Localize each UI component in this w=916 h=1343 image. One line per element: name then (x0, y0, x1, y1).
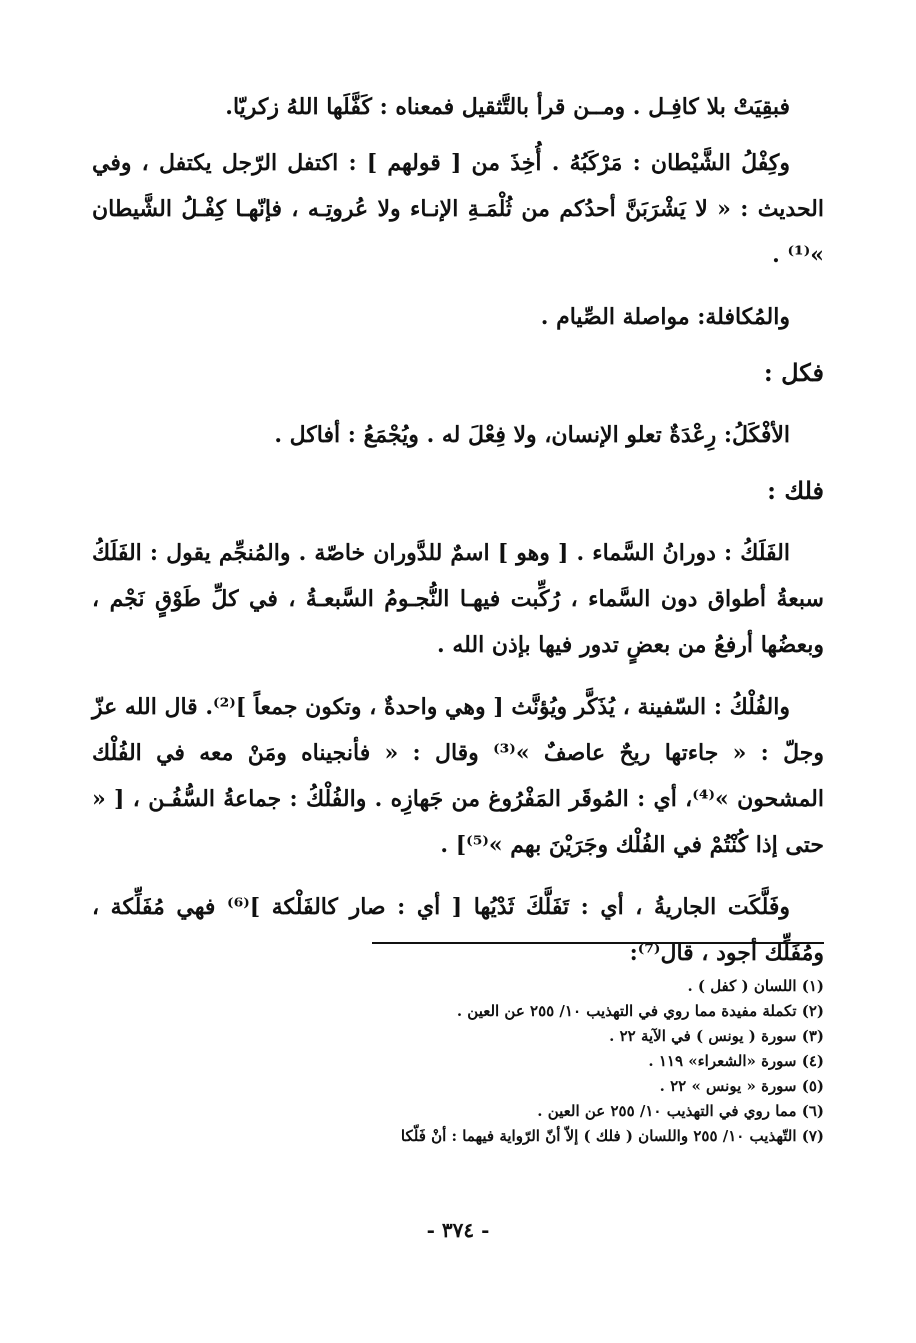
entry-heading-falak: فلك : (767, 476, 824, 505)
footnote-4: (٤) سورة «الشعراء» ١١٩ . (648, 1052, 824, 1070)
entry-paragraph-fallakat: وفَلَّكَت الجاريةُ ، أي : تَفَلَّكَ ثَدْيُها [ أي : صار كالفَلْكة ]⁽⁶⁾ فهي مُفَلِّكة ، ومُفَلِّك أجود ، قال⁽⁷⁾: (92, 894, 824, 966)
entry-paragraph-afkal: الأفْكَلُ: رِعْدَةٌ تعلو الإنسان، ولا فِعْلَ له . ويُجْمَعُ : أفاكل . (274, 422, 790, 448)
footnote-1: (١) اللسان ( كفل ) . (687, 977, 824, 995)
footnote-2: (٢) تكملة مفيدة مما روي في التهذيب ١٠/ ٢٥٥ عن العين . (456, 1002, 824, 1020)
footnote-6: (٦) مما روي في التهذيب ١٠/ ٢٥٥ عن العين . (537, 1102, 824, 1120)
footnote-7: (٧) التّهذيب ١٠/ ٢٥٥ واللسان ( فلك ) إلاّ أنّ الرّواية فيهما : أنْ فَلّكا (400, 1127, 824, 1145)
footnote-3: (٣) سورة ( يونس ) في الآية ٢٢ . (609, 1027, 824, 1045)
entry-paragraph-fulk: والفُلْكُ : السّفينة ، يُذَكَّر ويُؤنَّث [ وهي واحدةٌ ، وتكون جمعاً ]⁽²⁾. قال الله عزّ وجلّ : « جاءتها ريحٌ عاصفٌ »⁽³⁾ وقال : « فأنجيناه ومَنْ معه في الفُلْك المشحون »⁽⁴⁾، أي : المُوقَر المَفْرُوغ من جَهازِه . والفُلْكُ : جماعةُ السُّفُـن ، [ « حتى إذا كُنْتُمْ في الفُلْك وجَرَيْنَ بهم »⁽⁵⁾] . (92, 694, 824, 858)
entry-paragraph-kifl-shaytan: وكِفْلُ الشَّيْطان : مَرْكَبُهُ . أُخِذَ من [ قولهم ] : اكتفل الرّجل يكتفل ، وفي الحديث : « لا يَشْرَبَنَّ أحدُكم من ثُلْمَـةِ الإنـاء ولا عُروتِـه ، فإنّهـا كِفْـلُ الشَّيطان »⁽¹⁾ . (92, 150, 824, 268)
footnotes (92, 974, 824, 1149)
main-text (92, 84, 824, 992)
page-number: - ٣٧٤ - (426, 1218, 490, 1242)
entry-paragraph-kafala-end: فبقِيَتْ بلا كافِـل . ومــن قرأ بالتَّثقيل فمعناه : كَفَّلَها اللهُ زكريّا. (225, 94, 790, 120)
entry-paragraph-mukafala: والمُكافلة: مواصلة الصِّيام . (540, 304, 790, 330)
entry-paragraph-falak: الفَلَكُ : دورانُ السَّماء . [ وهو ] اسمٌ للدَّوران خاصّة . والمُنجِّم يقول : الفَلَكُ سبعةُ أطواق دون السَّماء ، رُكِّبت فيهـا النُّجـومُ السَّبعـةُ ، في كلِّ طَوْقٍ نَجْم ، وبعضُها أرفعُ من بعضٍ تدور فيها بإذن الله . (92, 540, 824, 658)
footnote-divider (372, 942, 824, 944)
entry-heading-fakl: فكل : (763, 358, 824, 387)
footnote-5: (٥) سورة « يونس » ٢٢ . (659, 1077, 824, 1095)
